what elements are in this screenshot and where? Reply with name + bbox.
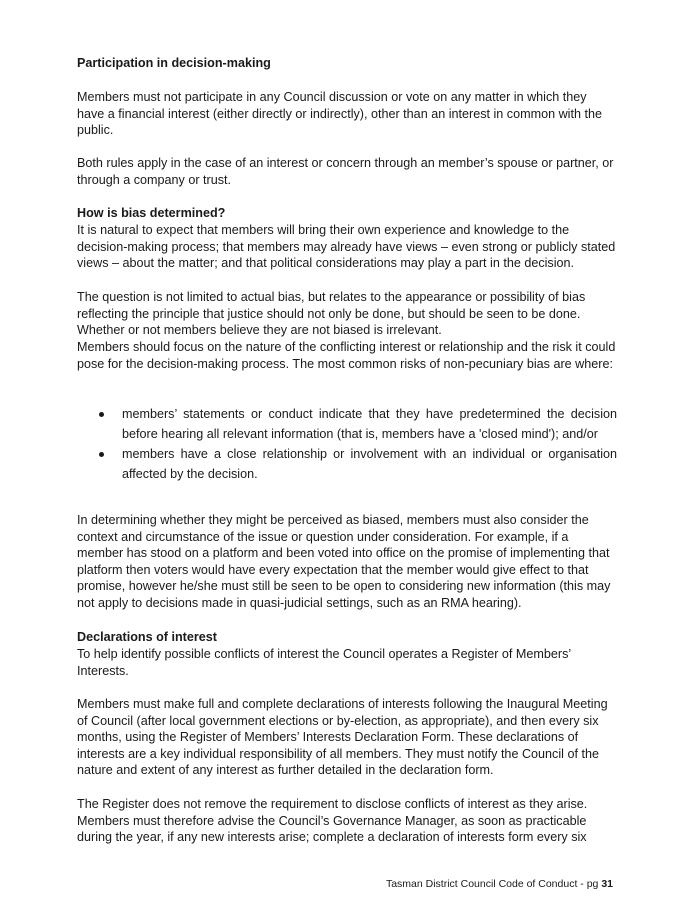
footer-label: Tasman District Council Code of Conduct - pg	[385, 878, 599, 890]
paragraph: The Register does not remove the requirement to disclose conflicts of interest as they arise. Members must therefore advise the Council’s Governance Manager, as soon as practicable during the year, if any new interests arise; complete a declaration of interests form every six	[77, 797, 588, 845]
paragraph: Members must not participate in any Council discussion or vote on any matter in which they have a financial interest (either directly or indirectly), other than an interest in common with the public.	[77, 90, 602, 138]
paragraph: In determining whether they might be perceived as biased, members must also consider the context and circumstance of the issue or question under consideration. For example, if a member has stood on a platform and been voted into office on the promise of implementing that platform then voters would have every expectation that the member would give effect to that promise, however he/she must still be seen to be open to considering new information (this may not apply to decisions made in quasi-judicial settings, such as an RMA hearing).	[77, 513, 611, 610]
paragraph: Both rules apply in the case of an interest or concern through an member’s spouse or partner, or through a company or trust.	[77, 156, 614, 187]
page-number: 31	[601, 878, 613, 890]
bullet-icon	[99, 412, 104, 417]
paragraph: Members must make full and complete declarations of interests following the Inaugural Meeting of Council (after local government elections or by-election, as appropriate), and then every six months, using the Register of Members’ Interests Declaration Form. These declarations of interests are a key individual responsibility of all members. They must notify the Council of the nature and extent of any interest as further detailed in the declaration form.	[77, 697, 608, 778]
paragraph: Members should focus on the nature of the conflicting interest or relationship and the risk it could pose for the decision-making process. The most common risks of non-pecuniary bias are where:	[77, 340, 616, 371]
paragraph: To help identify possible conflicts of interest the Council operates a Register of Members’ Interests.	[77, 647, 571, 678]
list-item	[77, 445, 617, 484]
list-item-text: members’ statements or conduct indicate that they have predetermined the decision before hearing all relevant information (that is, members have a 'closed mind'); and/or	[122, 407, 617, 441]
page-footer	[386, 876, 613, 893]
section-heading-declarations: Declarations of interest	[77, 630, 217, 644]
paragraph: It is natural to expect that members will bring their own experience and knowledge to the decision-making process; that members may already have views – even strong or publicly stated views – about the matter; and that political considerations may play a part in the decision.	[77, 223, 616, 271]
bullet-icon	[99, 452, 104, 457]
list-item	[77, 405, 617, 444]
paragraph: The question is not limited to actual bias, but relates to the appearance or possibility of bias reflecting the principle that justice should not only be done, but should be seen to be done. Whether or not members believe they are not biased is irrelevant.	[77, 290, 586, 338]
list-item-text: members have a close relationship or involvement with an individual or organisation affected by the decision.	[122, 447, 617, 481]
bias-risk-list	[77, 405, 617, 485]
section-heading-bias: How is bias determined?	[77, 206, 226, 220]
section-heading-participation: Participation in decision-making	[77, 56, 271, 70]
